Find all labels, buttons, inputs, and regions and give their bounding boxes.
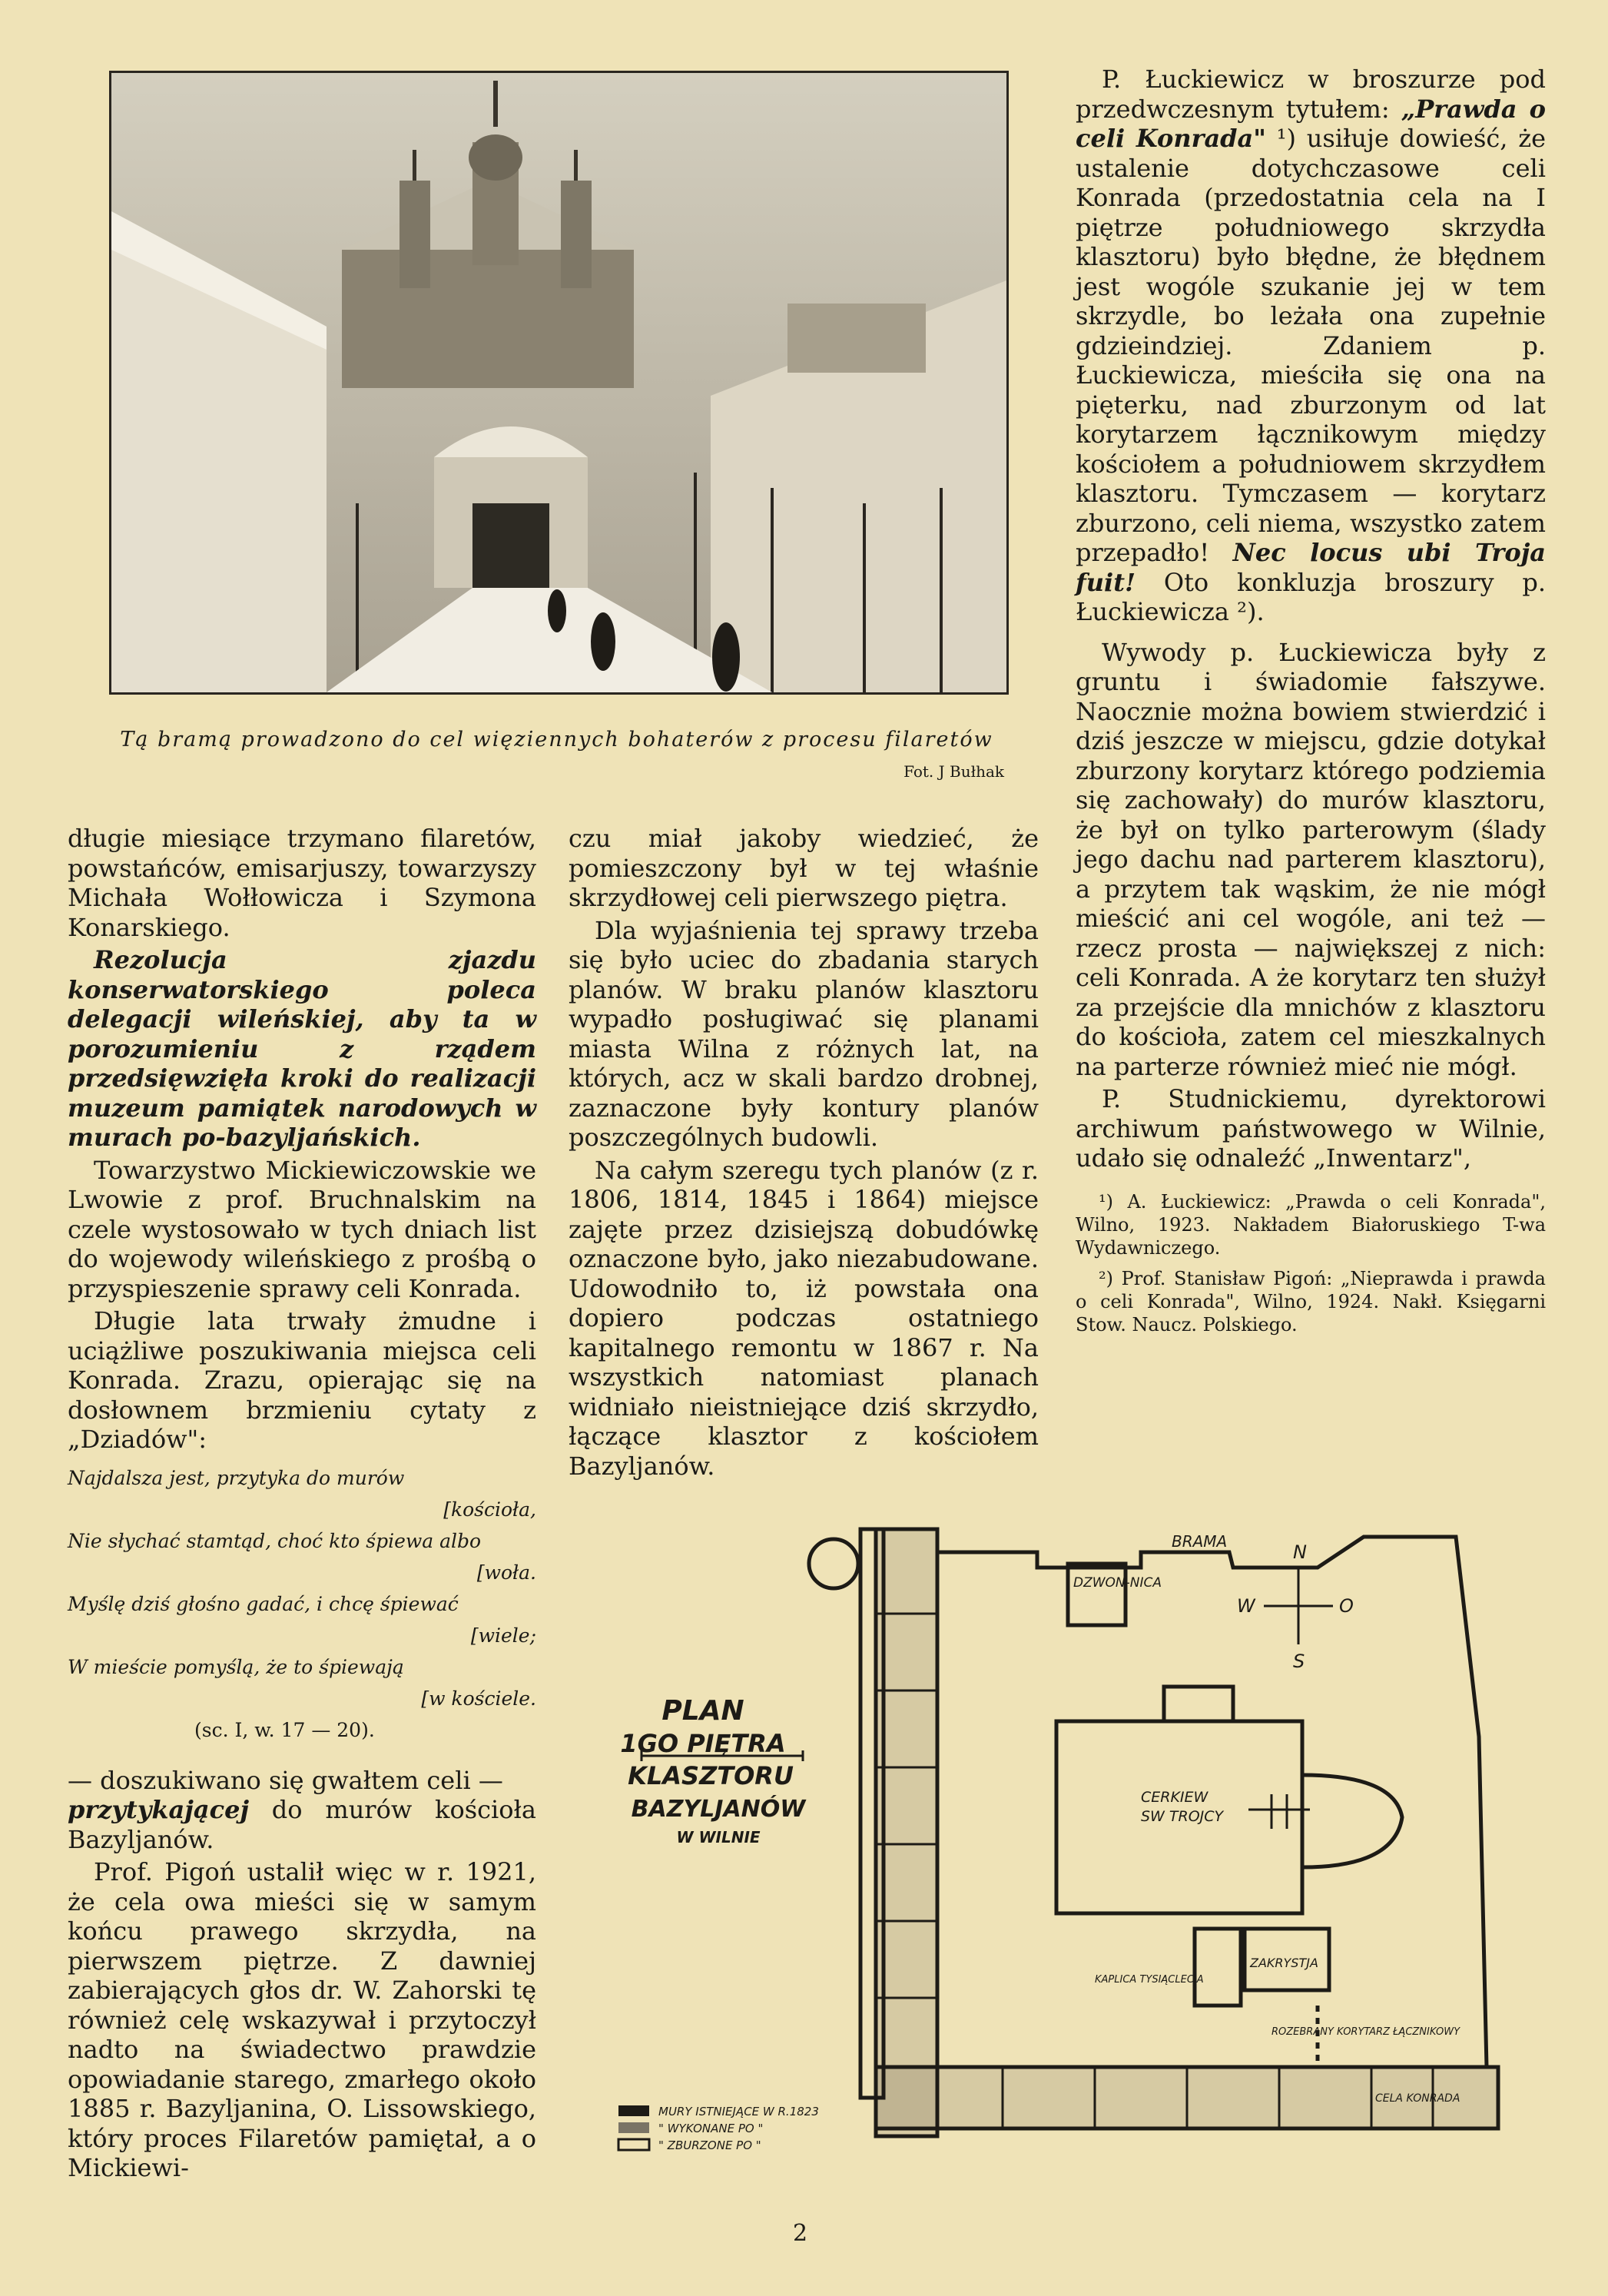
compass-north: N (1293, 1541, 1307, 1563)
compass-east: O (1339, 1595, 1354, 1617)
poem-continuation: [woła. (476, 1561, 536, 1584)
column-2 (569, 824, 1039, 1481)
text-fragment-italic: Nec locus ubi Troja fuit! (1076, 538, 1546, 597)
col3-paragraph-2: Wywody p. Łuckiewicza były z gruntu i świadomie fałszywe. Naocznie można bowiem stwierdzić i dziś jeszcze w miejscu, gdzie dotykał zburzony korytarz którego podziemia się zachowały) do murów klasztoru, że był on tylko parterowym (ślady jego dachu nad parterem klasztoru), a przytem tak wąskim, że nie mógł mieścić ani cel wogóle, ani też — rzecz prosta — największej z nich: celi Konrada. A że korytarz ten służył za przejście dla mnichów z klasztoru do kościoła, zatem cel mieszkalnych na parterze również mieć nie mógł. (1076, 637, 1546, 1081)
col2-paragraph-2: Dla wyjaśnienia tej sprawy trzeba się było uciec do zbadania starych planów. W braku planów klasztoru wypadło posługiwać się planami miasta Wilna z różnych lat, na których, acz w skali bardzo drobnej, zaznaczone były kontury planów poszczególnych budowli. (569, 915, 1039, 1152)
poem-continuation: [w kościele. (421, 1687, 536, 1710)
col2-paragraph-1: czu miał jakoby wiedzieć, że pomieszczony był w tej właśnie skrzydłowej celi pierwszego piętra. (569, 824, 1039, 912)
label-cerkiew: CERKIEW (1141, 1789, 1208, 1806)
label-rozebrany-korytarz: ROZEBRANY KORYTARZ ŁĄCZNIKOWY (1271, 2026, 1460, 2038)
text-fragment: do murów kościoła Bazyljanów. (68, 1795, 536, 1854)
legend-swatch-built (618, 2122, 649, 2133)
col1-paragraph-3: Towarzystwo Mickiewiczowskie we Lwowie z prof. Bruchnalskim na czele wystosowało w tych dniach list do wojewody wileńskiego z prośbą o przyspieszenie sprawy celi Konrada. (68, 1155, 536, 1303)
photo-credit: Fot. J Bułhak (903, 762, 1004, 781)
footnote-1: ¹) A. Łuckiewicz: „Prawda o celi Konrada", Wilno, 1923. Nakładem Białoruskiego T-wa Wydawniczego. (1076, 1190, 1546, 1259)
text-fragment: ¹) usiłuje dowieść, że ustalenie dotychczasowe celi Konrada (przedostatnia cela na I piętrze południowego skrzydła klasztoru) było błędne, że błędnem jest wogóle szukanie jej w tem skrzydle, bo leżała ona zupełnie gdzieindziej. Zdaniem p. Łuckiewicza, mieściła się ona na pięterku, nad zburzonym od lat korytarzem łącznikowym między kościołem a południowem skrzydłem klasztoru. Tymczasem — korytarz zburzono, celi niema, wszystko zatem przepadło! (1076, 124, 1547, 567)
poem-line: Najdalsza jest, przytyka do murów (68, 1466, 405, 1489)
label-cela-konrada: CELA KONRADA (1375, 2092, 1460, 2105)
plan-title-4: BAZYLJANÓW (631, 1796, 806, 1823)
text-fragment: — doszukiwano się gwałtem celi — (68, 1765, 503, 1795)
dziady-quote (68, 1462, 536, 1746)
plan-title-3: KLASZTORU (628, 1761, 794, 1790)
legend-existing: MURY ISTNIEJĄCE W R.1823 (658, 2105, 819, 2118)
page-number: 2 (793, 2220, 808, 2247)
text-fragment-italic: „Prawda o celi Konrada" (1076, 94, 1547, 153)
col1-paragraph-5 (68, 1766, 536, 1855)
col2-paragraph-3: Na całym szeregu tych planów (z r. 1806, 1814, 1845 i 1864) miejsce zajęte przez dzisiejszą dobudówkę oznaczone było, jako niezabudowane. Udowodniło to, iż powstała ona dopiero podczas ostatniego kapitalnego remontu w 1867 r. Na wszystkich natomiast planach widniało nieistniejące dziś skrzydło, łączące klasztor z kościołem Bazyljanów. (569, 1155, 1039, 1481)
label-sw-trojcy: SW TROJCY (1141, 1808, 1224, 1825)
col1-paragraph-4: Długie lata trwały żmudne i uciążliwe poszukiwania miejsca celi Konrada. Zrazu, opierając się na dosłownem brzmieniu cytaty z „Dziadów": (68, 1306, 536, 1454)
footnote-2: ²) Prof. Stanisław Pigoń: „Nieprawda i prawda o celi Konrada", Wilno, 1924. Nakł. Księgarni Stow. Naucz. Polskiego. (1076, 1267, 1546, 1335)
compass-south: S (1293, 1651, 1305, 1672)
footnotes (1076, 1190, 1546, 1336)
text-fragment: P. Łuckiewicz w broszurze pod przedwczesnym tytułem: (1076, 65, 1546, 124)
poem-line: Nie słychać stamtąd, choć kto śpiewa albo (68, 1529, 482, 1552)
label-dzwonnica: DZWON-NICA (1073, 1575, 1162, 1591)
monastery-floor-plan (603, 1521, 1508, 2182)
compass-west: W (1237, 1595, 1255, 1617)
poem-reference: (sc. I, w. 17 — 20). (194, 1718, 375, 1741)
label-zakrystja: ZAKRYSTJA (1250, 1956, 1318, 1970)
col3-paragraph-3: P. Studnickiemu, dyrektorowi archiwum państwowego w Wilnie, udało się odnaleźć „Inwentarz", (1076, 1084, 1546, 1173)
legend-swatch-demolished (618, 2139, 649, 2150)
photo-caption: Tą bramą prowadzono do cel więziennych bohaterów z procesu filaretów (120, 728, 993, 752)
col1-paragraph-1: długie miesiące trzymano filaretów, powstańców, emisarjuszy, towarzyszy Michała Wołłowicza i Szymona Konarskiego. (68, 824, 536, 942)
col1-paragraph-6: Prof. Pigoń ustalił więc w r. 1921, że cela owa mieści się w samym końcu prawego skrzydła, na pierwszem piętrze. Z dawniej zabierających głos dr. W. Zahorski tę również celę wskazywał i przytoczył nadto na świadectwo prawdzie opowiadanie starego, zmarłego około 1885 r. Bazyljanina, O. Lissowskiego, który proces Filaretów pamiętał, a o Mickiewi- (68, 1857, 536, 2182)
poem-continuation: [wiele; (470, 1624, 536, 1647)
text-fragment: Oto konkluzja broszury p. Łuckiewicza ²). (1076, 567, 1546, 626)
column-1 (68, 824, 536, 2183)
col3-paragraph-1 (1076, 65, 1546, 627)
label-kaplica: KAPLICA TYSIĄCLECIA (1095, 1974, 1204, 1986)
column-3 (1076, 65, 1546, 1344)
church-photo-illustration (111, 73, 1006, 692)
text-fragment-italic: przytykającej (68, 1795, 250, 1824)
label-brama: BRAMA (1172, 1532, 1228, 1551)
poem-line: W mieście pomyślą, że to śpiewają (68, 1655, 404, 1678)
plan-title-5: W WILNIE (676, 1828, 761, 1846)
legend-built: " WYKONANE PO " (658, 2122, 764, 2135)
poem-line: Myślę dziś głośno gadać, i chcę śpiewać (68, 1592, 459, 1615)
photo-church-gate (109, 71, 1009, 695)
legend-swatch-existing (618, 2105, 649, 2116)
poem-continuation: [kościoła, (443, 1498, 536, 1521)
plan-title-1: PLAN (661, 1695, 744, 1727)
floor-plan-drawing (603, 1521, 1508, 2182)
plan-title-2: 1GO PIĘTRA (620, 1729, 786, 1758)
legend-demolished: " ZBURZONE PO " (658, 2138, 761, 2152)
col1-paragraph-resolution: Rezolucja zjazdu konserwatorskiego poleca delegacji wileńskiej, aby ta w porozumieniu z rządem przedsięwzięła kroki do realizacji muzeum pamiątek narodowych w murach po-bazyljańskich. (68, 945, 536, 1152)
